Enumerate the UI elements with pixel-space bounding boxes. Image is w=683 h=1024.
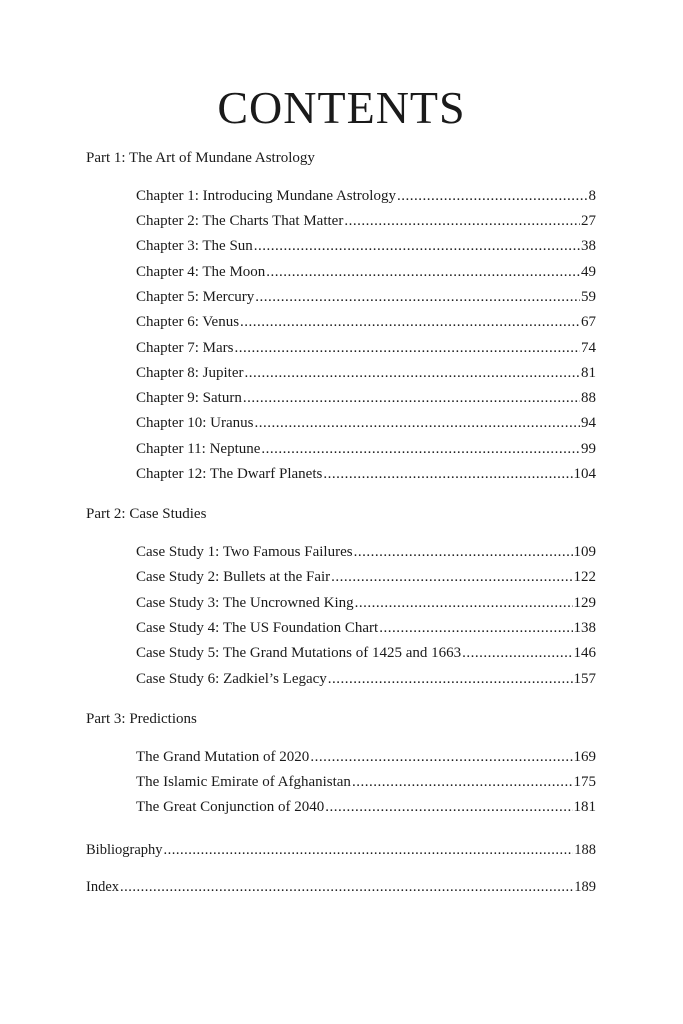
toc-entry-page: 59 <box>581 289 596 305</box>
dot-leader <box>328 669 573 689</box>
toc-entry-page: 146 <box>573 645 596 661</box>
toc-entry[interactable] <box>136 312 596 332</box>
dot-leader <box>462 643 572 663</box>
dot-leader <box>254 236 580 256</box>
toc-entry-label: Chapter 12: The Dwarf Planets <box>136 466 323 482</box>
toc-entry-page: 104 <box>573 466 596 482</box>
toc-entry-label: Chapter 4: The Moon <box>136 264 266 280</box>
toc-entry-page: 129 <box>573 595 596 611</box>
dot-leader <box>331 567 572 587</box>
toc-entry[interactable] <box>136 797 596 817</box>
toc-entry-label: Case Study 3: The Uncrowned King <box>136 595 354 611</box>
toc-entry-label: Chapter 8: Jupiter <box>136 365 244 381</box>
dot-leader <box>120 877 573 897</box>
toc-entry[interactable] <box>136 236 596 256</box>
dot-leader <box>234 338 580 358</box>
toc-entry-page: 94 <box>581 415 596 431</box>
toc-entry-page: 81 <box>581 365 596 381</box>
toc-entry[interactable] <box>136 388 596 408</box>
dot-leader <box>355 593 573 613</box>
toc-entry-label: Index <box>86 879 120 895</box>
dot-leader <box>244 363 580 383</box>
toc-entry-label: Chapter 7: Mars <box>136 340 234 356</box>
part-heading: Part 1: The Art of Mundane Astrology <box>86 150 315 166</box>
toc-entry-label: Case Study 4: The US Foundation Chart <box>136 620 379 636</box>
toc-entry[interactable] <box>136 413 596 433</box>
toc-entry-label: Chapter 11: Neptune <box>136 441 261 457</box>
toc-entry-index[interactable] <box>86 877 596 897</box>
part-heading: Part 3: Predictions <box>86 711 197 727</box>
toc-entry-page: 122 <box>573 569 596 585</box>
toc-entry-label: Case Study 2: Bullets at the Fair <box>136 569 331 585</box>
toc-entry-page: 27 <box>581 213 596 229</box>
toc-entry[interactable] <box>136 211 596 231</box>
dot-leader <box>266 262 580 282</box>
toc-entry-label: Chapter 6: Venus <box>136 314 240 330</box>
toc-entry-page: 109 <box>573 544 596 560</box>
toc-entry-page: 169 <box>573 749 596 765</box>
toc-entry-page: 189 <box>574 879 596 895</box>
page-title: CONTENTS <box>217 82 466 133</box>
toc-entry-label: Case Study 1: Two Famous Failures <box>136 544 353 560</box>
toc-entry-page: 67 <box>581 314 596 330</box>
dot-leader <box>344 211 580 231</box>
dot-leader <box>254 413 580 433</box>
toc-entry[interactable] <box>136 747 596 767</box>
dot-leader <box>379 618 572 638</box>
toc-entry[interactable] <box>136 363 596 383</box>
toc-entry-label: Bibliography <box>86 842 163 858</box>
toc-entry-label: Case Study 6: Zadkiel’s Legacy <box>136 671 327 687</box>
toc-entry-page: 74 <box>581 340 596 356</box>
dot-leader <box>255 287 580 307</box>
dot-leader <box>240 312 580 332</box>
toc-entry-label: Chapter 9: Saturn <box>136 390 242 406</box>
toc-entry[interactable] <box>136 618 596 638</box>
toc-entry[interactable] <box>136 287 596 307</box>
part-heading: Part 2: Case Studies <box>86 506 207 522</box>
toc-entry[interactable] <box>136 567 596 587</box>
dot-leader <box>397 186 588 206</box>
toc-entry[interactable] <box>136 669 596 689</box>
toc-entry[interactable] <box>136 593 596 613</box>
toc-entry-page: 38 <box>581 238 596 254</box>
dot-leader <box>352 772 573 792</box>
toc-entry[interactable] <box>136 643 596 663</box>
dot-leader <box>310 747 572 767</box>
dot-leader <box>325 797 572 817</box>
toc-entry-page: 88 <box>581 390 596 406</box>
dot-leader <box>243 388 580 408</box>
toc-entry-label: Case Study 5: The Grand Mutations of 1425 and 1663 <box>136 645 462 661</box>
toc-entry[interactable] <box>136 439 596 459</box>
toc-entry[interactable] <box>136 338 596 358</box>
dot-leader <box>164 840 574 860</box>
toc-entry-page: 138 <box>573 620 596 636</box>
toc-entry[interactable] <box>136 186 596 206</box>
toc-entry-page: 99 <box>581 441 596 457</box>
toc-entry-page: 157 <box>573 671 596 687</box>
toc-entry[interactable] <box>136 542 596 562</box>
toc-entry-page: 8 <box>588 188 596 204</box>
toc-entry-label: The Islamic Emirate of Afghanistan <box>136 774 351 790</box>
dot-leader <box>354 542 573 562</box>
toc-entry-label: Chapter 5: Mercury <box>136 289 255 305</box>
toc-entry[interactable] <box>136 772 596 792</box>
toc-entry-label: The Great Conjunction of 2040 <box>136 799 325 815</box>
dot-leader <box>261 439 580 459</box>
toc-entry[interactable] <box>136 464 596 484</box>
toc-entry-page: 181 <box>573 799 596 815</box>
toc-entry-bibliography[interactable] <box>86 840 596 860</box>
toc-entry-page: 175 <box>573 774 596 790</box>
toc-entry-label: The Grand Mutation of 2020 <box>136 749 310 765</box>
toc-entry-label: Chapter 3: The Sun <box>136 238 253 254</box>
toc-entry-label: Chapter 2: The Charts That Matter <box>136 213 344 229</box>
toc-entry-page: 188 <box>574 842 596 858</box>
toc-entry-page: 49 <box>581 264 596 280</box>
toc-entry-label: Chapter 1: Introducing Mundane Astrology <box>136 188 396 204</box>
toc-entry-label: Chapter 10: Uranus <box>136 415 254 431</box>
dot-leader <box>323 464 572 484</box>
toc-entry[interactable] <box>136 262 596 282</box>
